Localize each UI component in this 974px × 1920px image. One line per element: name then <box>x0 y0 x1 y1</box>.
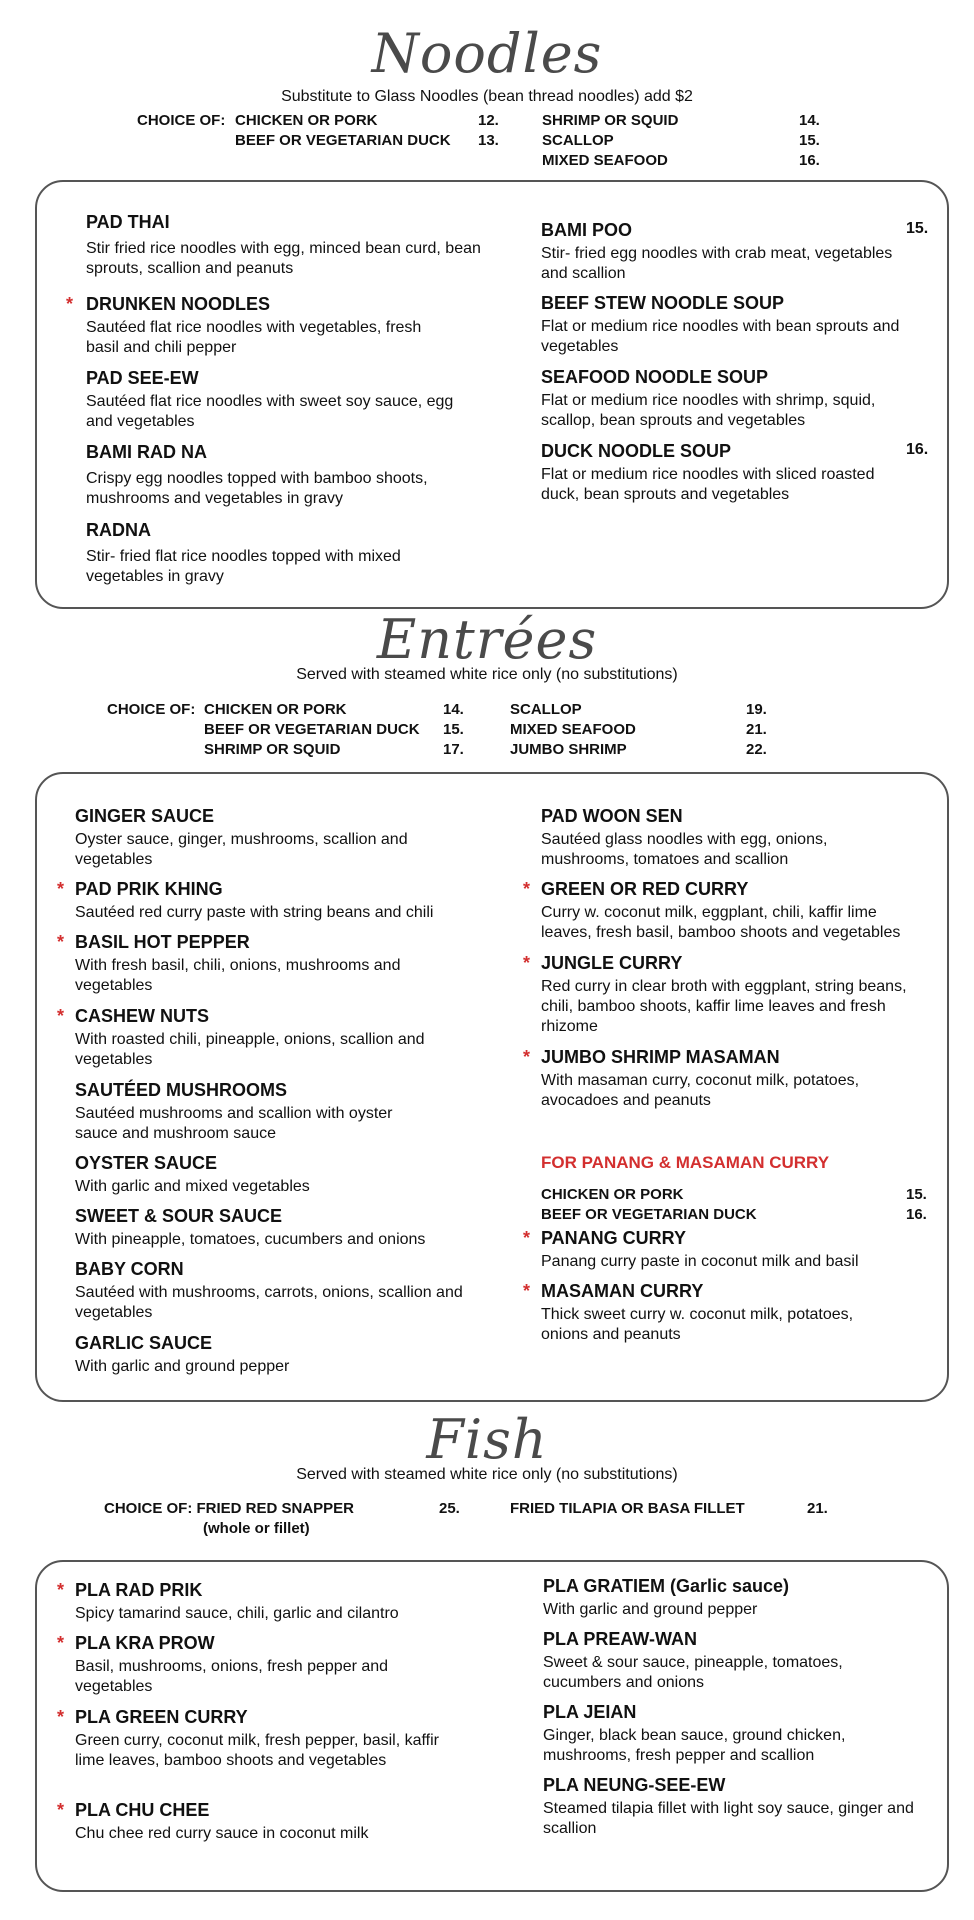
item-name: BEEF STEW NOODLE SOUP <box>541 293 785 313</box>
noodles-subtitle: Substitute to Glass Noodles (bean thread noodles) add $2 <box>281 88 693 105</box>
item-description: Oyster sauce, ginger, mushrooms, scallion and vegetables <box>75 831 408 868</box>
item-name: JUNGLE CURRY <box>541 953 683 973</box>
item-name: GARLIC SAUCE <box>75 1333 213 1353</box>
menu-item <box>86 442 456 509</box>
choice-name: CHICKEN OR PORK <box>541 1186 684 1203</box>
item-name: SEAFOOD NOODLE SOUP <box>541 367 769 387</box>
menu-item <box>75 806 455 870</box>
fish-subtitle: Served with steamed white rice only (no substitutions) <box>296 1466 678 1483</box>
choice-price: 14. <box>799 112 820 129</box>
item-description: Flat or medium rice noodles with bean sprouts and vegetables <box>541 318 900 355</box>
item-description: Basil, mushrooms, onions, fresh pepper and vegetables <box>75 1658 389 1695</box>
menu-item <box>541 1228 936 1272</box>
choice-price: 19. <box>746 701 767 718</box>
item-description: Sautéed flat rice noodles with sweet soy sauce, egg and vegetables <box>86 393 454 430</box>
item-name: RADNA <box>86 520 151 540</box>
choice-note: (whole or fillet) <box>203 1520 310 1537</box>
menu-item <box>541 293 911 357</box>
item-name: GREEN OR RED CURRY <box>541 879 749 899</box>
item-name: PAD THAI <box>86 212 170 232</box>
item-description: Stir- fried flat rice noodles topped with mixed vegetables in gravy <box>86 548 401 585</box>
item-description: With garlic and ground pepper <box>75 1358 290 1375</box>
item-name: DUCK NOODLE SOUP <box>541 441 732 461</box>
choice-name: CHICKEN OR PORK <box>204 701 347 718</box>
menu-item <box>75 1259 475 1323</box>
spicy-icon: * <box>66 294 74 314</box>
menu-item <box>541 1047 901 1111</box>
item-description: With masaman curry, coconut milk, potatoes, avocadoes and peanuts <box>541 1072 860 1109</box>
choice-price: 15. <box>799 132 820 149</box>
choice-name: MIXED SEAFOOD <box>542 152 668 169</box>
menu-item <box>541 879 931 943</box>
spicy-icon: * <box>523 1281 531 1301</box>
menu-item <box>75 879 475 923</box>
spicy-icon: * <box>57 1633 65 1653</box>
menu-item <box>543 1629 883 1693</box>
item-name: JUMBO SHRIMP MASAMAN <box>541 1047 780 1067</box>
menu-item <box>86 294 456 358</box>
item-description: Red curry in clear broth with eggplant, string beans, chili, bamboo shoots, kaffir lime leaves and fresh rhizome <box>541 978 907 1035</box>
item-name: PAD WOON SEN <box>541 806 683 826</box>
menu-item <box>75 1633 425 1697</box>
item-description: With garlic and ground pepper <box>543 1601 758 1618</box>
menu-item <box>75 1080 430 1144</box>
menu-item <box>75 1707 440 1771</box>
item-description: Spicy tamarind sauce, chili, garlic and cilantro <box>75 1605 399 1622</box>
entrees-subtitle: Served with steamed white rice only (no substitutions) <box>296 666 678 683</box>
choice-price: 16. <box>799 152 820 169</box>
menu-item <box>543 1702 883 1766</box>
spicy-icon: * <box>57 1800 65 1820</box>
menu-item <box>541 441 911 505</box>
item-description: Steamed tilapia fillet with light soy sauce, ginger and scallion <box>543 1800 914 1837</box>
item-description: Sautéed mushrooms and scallion with oyster sauce and mushroom sauce <box>75 1105 393 1142</box>
item-name: BASIL HOT PEPPER <box>75 932 250 952</box>
spicy-icon: * <box>57 1707 65 1727</box>
choice-name: SHRIMP OR SQUID <box>204 741 341 758</box>
item-price: 15. <box>906 220 929 237</box>
menu-item <box>541 953 936 1037</box>
choice-price: 25. <box>439 1500 460 1517</box>
menu-item <box>75 1006 430 1070</box>
choice-price: 15. <box>906 1186 927 1203</box>
menu-item <box>543 1576 913 1620</box>
choice-price: 22. <box>746 741 767 758</box>
item-name: PAD PRIK KHING <box>75 879 223 899</box>
choice-price: 14. <box>443 701 464 718</box>
item-description: With garlic and mixed vegetables <box>75 1178 310 1195</box>
choice-name: CHICKEN OR PORK <box>235 112 378 129</box>
choice-name: BEEF OR VEGETARIAN DUCK <box>541 1206 757 1223</box>
item-description: Sautéed glass noodles with egg, onions, mushrooms, tomatoes and scallion <box>541 831 828 868</box>
choice-price: 21. <box>746 721 767 738</box>
menu-item <box>75 1800 475 1844</box>
spicy-icon: * <box>523 953 531 973</box>
choice-name: SCALLOP <box>510 701 582 718</box>
menu-item <box>541 1281 896 1345</box>
item-name: PLA PREAW-WAN <box>543 1629 697 1649</box>
item-name: PLA KRA PROW <box>75 1633 215 1653</box>
item-description: With fresh basil, chili, onions, mushrooms and vegetables <box>75 957 401 994</box>
menu-item <box>541 367 911 431</box>
fish-title: Fish <box>426 1408 548 1471</box>
entrees-title: Entrées <box>376 608 598 671</box>
spicy-icon: * <box>57 879 65 899</box>
item-name: SAUTÉED MUSHROOMS <box>75 1080 288 1100</box>
item-description: With roasted chili, pineapple, onions, scallion and vegetables <box>75 1031 425 1068</box>
item-description: Flat or medium rice noodles with shrimp, squid, scallop, bean sprouts and vegetables <box>541 392 876 429</box>
menu-item <box>543 1775 928 1839</box>
item-description: Ginger, black bean sauce, ground chicken, mushrooms, fresh pepper and scallion <box>543 1727 846 1764</box>
item-description: Sweet & sour sauce, pineapple, tomatoes, cucumbers and onions <box>543 1654 843 1691</box>
item-name: PLA CHU CHEE <box>75 1800 210 1820</box>
item-description: Stir fried rice noodles with egg, minced bean curd, bean sprouts, scallion and peanuts <box>86 240 481 277</box>
item-description: Stir- fried egg noodles with crab meat, vegetables and scallion <box>541 245 893 282</box>
item-name: BAMI POO <box>541 220 633 240</box>
menu-item <box>75 1206 475 1250</box>
spicy-icon: * <box>57 932 65 952</box>
noodles-title: Noodles <box>371 22 603 85</box>
spicy-icon: * <box>523 1228 531 1248</box>
item-name: PLA GRATIEM (Garlic sauce) <box>543 1576 790 1596</box>
item-name: PAD SEE-EW <box>86 368 199 388</box>
item-description: Green curry, coconut milk, fresh pepper, basil, kaffir lime leaves, bamboo shoots and vegetables <box>75 1732 440 1769</box>
item-name: CASHEW NUTS <box>75 1006 209 1026</box>
choice-price: 12. <box>478 112 499 129</box>
menu-item <box>541 220 911 284</box>
choice-name: BEEF OR VEGETARIAN DUCK <box>204 721 420 738</box>
item-name: PANANG CURRY <box>541 1228 687 1248</box>
menu-item <box>75 1153 455 1197</box>
choice-name: BEEF OR VEGETARIAN DUCK <box>235 132 451 149</box>
choice-label: CHOICE OF: <box>107 701 196 718</box>
menu-item <box>86 212 486 279</box>
item-name: MASAMAN CURRY <box>541 1281 704 1301</box>
spicy-icon: * <box>57 1006 65 1026</box>
item-description: With pineapple, tomatoes, cucumbers and onions <box>75 1231 426 1248</box>
choice-name: SHRIMP OR SQUID <box>542 112 679 129</box>
choice-price: 15. <box>443 721 464 738</box>
item-name: OYSTER SAUCE <box>75 1153 218 1173</box>
item-description: Sautéed with mushrooms, carrots, onions, scallion and vegetables <box>75 1284 463 1321</box>
item-name: PLA RAD PRIK <box>75 1580 203 1600</box>
item-name: SWEET & SOUR SAUCE <box>75 1206 283 1226</box>
choice-price: 21. <box>807 1500 828 1517</box>
item-name: DRUNKEN NOODLES <box>86 294 271 314</box>
item-description: Chu chee red curry sauce in coconut milk <box>75 1825 369 1842</box>
item-description: Sautéed red curry paste with string beans and chili <box>75 904 434 921</box>
spicy-icon: * <box>523 879 531 899</box>
item-name: BABY CORN <box>75 1259 184 1279</box>
choice-name: MIXED SEAFOOD <box>510 721 636 738</box>
choice-name: JUMBO SHRIMP <box>510 741 627 758</box>
menu-item <box>86 520 456 587</box>
menu-item <box>541 806 891 870</box>
spicy-icon: * <box>57 1580 65 1600</box>
choice-price: 16. <box>906 1206 927 1223</box>
menu-item <box>75 1333 455 1377</box>
panang-masaman-header: FOR PANANG & MASAMAN CURRY <box>541 1153 830 1172</box>
item-name: PLA NEUNG-SEE-EW <box>543 1775 726 1795</box>
choice-name: FRIED TILAPIA OR BASA FILLET <box>510 1500 745 1517</box>
spicy-icon: * <box>523 1047 531 1067</box>
choice-price: 17. <box>443 741 464 758</box>
item-description: Flat or medium rice noodles with sliced roasted duck, bean sprouts and vegetables <box>541 466 875 503</box>
item-name: BAMI RAD NA <box>86 442 207 462</box>
menu-item <box>75 1580 475 1624</box>
choice-name: SCALLOP <box>542 132 614 149</box>
menu-item <box>75 932 455 996</box>
item-price: 16. <box>906 441 929 458</box>
item-description: Panang curry paste in coconut milk and basil <box>541 1253 859 1270</box>
item-description: Thick sweet curry w. coconut milk, potatoes, onions and peanuts <box>541 1306 854 1343</box>
item-description: Crispy egg noodles topped with bamboo shoots, mushrooms and vegetables in gravy <box>86 470 428 507</box>
choice-name: CHOICE OF: FRIED RED SNAPPER <box>104 1500 355 1517</box>
item-name: PLA JEIAN <box>543 1702 637 1722</box>
choice-label: CHOICE OF: <box>137 112 226 129</box>
item-name: PLA GREEN CURRY <box>75 1707 248 1727</box>
item-name: GINGER SAUCE <box>75 806 215 826</box>
choice-price: 13. <box>478 132 499 149</box>
item-description: Curry w. coconut milk, eggplant, chili, kaffir lime leaves, fresh basil, bamboo shoots and vegetables <box>541 904 901 941</box>
menu-item <box>86 368 456 432</box>
item-description: Sautéed flat rice noodles with vegetables, fresh basil and chili pepper <box>86 319 422 356</box>
